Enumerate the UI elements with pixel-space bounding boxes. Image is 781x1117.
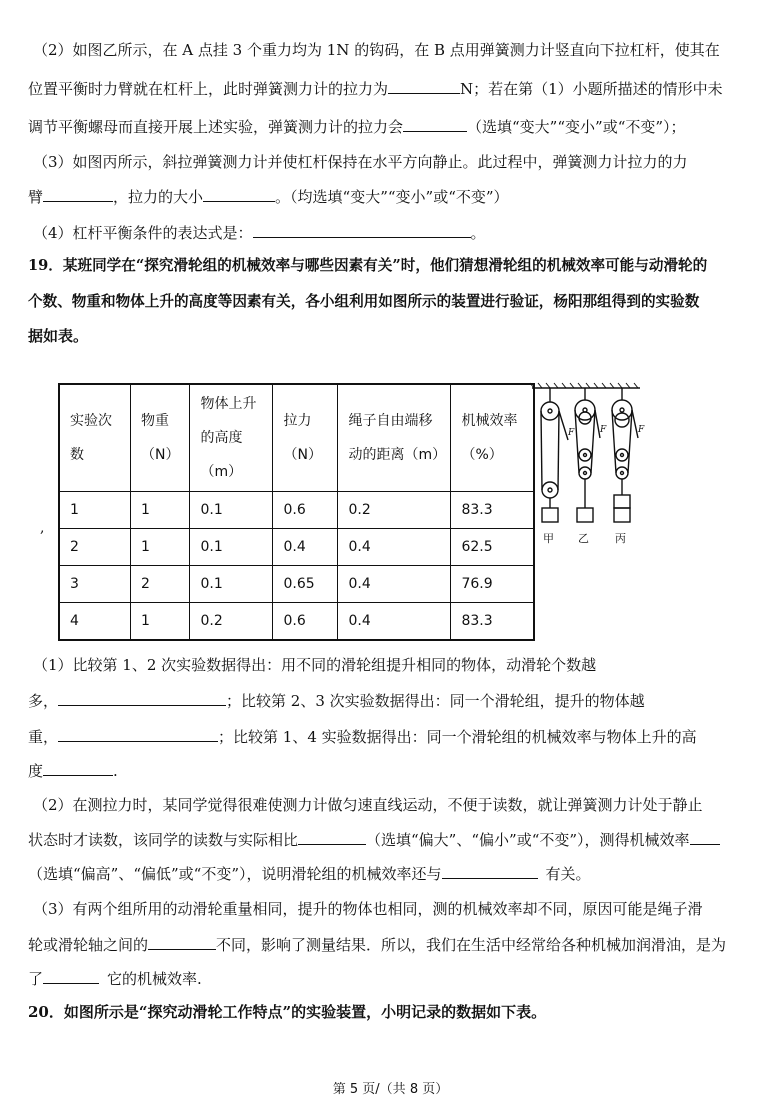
header-cell: 实验次数 [59, 384, 131, 492]
table-cell: 76.9 [451, 566, 535, 603]
text: 状态时才读数，该同学的读数与实际相比 [28, 831, 299, 849]
force-label: F [600, 425, 607, 435]
text: 调节平衡螺母而直接开展上述实验，弹簧测力计的拉力会 [28, 118, 404, 136]
text: 多， [28, 692, 59, 710]
stray-mark: , [40, 520, 45, 536]
q19-sub3-line1: （3）有两个组所用的动滑轮重量相同，提升的物体也相同，测的机械效率却不同，原因可能是绳子滑 [33, 900, 703, 918]
ceiling-hatch [530, 383, 638, 388]
header-cell: 物体上升的高度（m） [190, 384, 273, 492]
table-header-row [59, 384, 534, 492]
answer-blank[interactable] [43, 186, 113, 202]
table-cell: 3 [59, 566, 131, 603]
table-cell: 2 [131, 566, 190, 603]
text: N；若在第（1）小题所描述的情形中未 [460, 80, 723, 98]
answer-blank[interactable] [43, 968, 99, 984]
table-cell: 0.4 [338, 603, 451, 641]
figure-label-jia: 甲 [543, 532, 554, 545]
table-cell: 1 [59, 492, 131, 529]
answer-blank[interactable] [298, 829, 366, 845]
pulley-set-yi [575, 388, 600, 522]
pulley-set-jia [541, 388, 568, 522]
table-cell: 1 [131, 492, 190, 529]
text: 轮或滑轮轴之间的 [28, 936, 149, 954]
table-row [59, 492, 534, 529]
text: 位置平衡时力臂就在杠杆上，此时弹簧测力计的拉力为 [28, 80, 389, 98]
table-cell: 0.6 [273, 603, 338, 641]
q19-sub1-line1: （1）比较第 1、2 次实验数据得出：用不同的滑轮组提升相同的物体，动滑轮个数越 [33, 656, 597, 674]
q19-line2: 个数、物重和物体上升的高度等因素有关，各小组利用如图所示的装置进行验证，杨阳那组得到的实验数 [28, 293, 700, 310]
text: （选填“偏高”、“偏低”或“不变”），说明滑轮组的机械效率还与 [28, 865, 442, 883]
text: （选填“变大”“变小”或“不变”）； [467, 118, 686, 136]
answer-blank[interactable] [253, 222, 471, 238]
table-cell: 0.4 [338, 529, 451, 566]
q18-part3-line2 [28, 186, 761, 207]
header-cell: 拉力（N） [273, 384, 338, 492]
table-cell: 0.6 [273, 492, 338, 529]
answer-blank[interactable] [388, 78, 460, 94]
table-cell: 0.2 [338, 492, 451, 529]
q19-sub3-line3 [28, 968, 761, 989]
header-cell: 机械效率（%） [451, 384, 535, 492]
q18-part3-line1: （3）如图丙所示，斜拉弹簧测力计并使杠杆保持在水平方向静止。此过程中，弹簧测力计拉力的力 [33, 153, 688, 171]
table-cell: 0.4 [273, 529, 338, 566]
text: 。 [470, 224, 486, 242]
experiment-table [58, 383, 535, 641]
q19-sub3-line2 [28, 934, 761, 955]
table-cell: 83.3 [451, 492, 535, 529]
q19-sub2-line1: （2）在测拉力时，某同学觉得很难使测力计做匀速直线运动，不便于读数，就让弹簧测力计处于静止 [33, 796, 703, 814]
table-cell: 0.1 [190, 566, 273, 603]
q19-line1: 19．某班同学在“探究滑轮组的机械效率与哪些因素有关”时，他们猜想滑轮组的机械效率可能与动滑轮的 [28, 257, 708, 274]
answer-blank[interactable] [442, 863, 538, 879]
figure-label-bing: 丙 [615, 532, 626, 545]
text: ，拉力的大小 [113, 188, 204, 206]
force-label: F [568, 428, 575, 438]
table-row [59, 529, 534, 566]
table-cell: 4 [59, 603, 131, 641]
q18-part2-line1: （2）如图乙所示，在 A 点挂 3 个重力均为 1N 的钩码，在 B 点用弹簧测力计竖直向下拉杠杆，使其在 [33, 41, 720, 59]
table-cell: 0.4 [338, 566, 451, 603]
text: ；比较第 1、4 实验数据得出：同一个滑轮组的机械效率与物体上升的高 [218, 728, 697, 746]
text: 有关。 [545, 865, 591, 883]
q19-sub1-line3 [28, 726, 761, 747]
answer-blank[interactable] [690, 829, 720, 845]
page-footer: 第 5 页/（共 8 页） [332, 1082, 449, 1097]
answer-blank[interactable] [58, 726, 218, 742]
answer-blank[interactable] [43, 760, 113, 776]
answer-blank[interactable] [403, 116, 467, 132]
q20-line: 20．如图所示是“探究动滑轮工作特点”的实验装置，小明记录的数据如下表。 [28, 1003, 547, 1021]
text: 臂 [28, 188, 44, 206]
text: 度 [28, 762, 44, 780]
table-row [59, 603, 534, 641]
table-cell: 0.1 [190, 529, 273, 566]
text: 。（均选填“变大”“变小”或“不变”） [275, 188, 509, 206]
pulley-set-bing [612, 388, 638, 522]
q19-sub2-line2 [28, 829, 761, 850]
figure-label-yi: 乙 [578, 532, 589, 545]
q19-sub2-line3 [28, 863, 761, 884]
table-cell: 1 [131, 529, 190, 566]
table-cell: 83.3 [451, 603, 535, 641]
text: （4）杠杆平衡条件的表达式是： [33, 224, 253, 242]
force-label: F [638, 425, 645, 435]
q19-sub1-line2 [28, 690, 761, 711]
table-cell: 62.5 [451, 529, 535, 566]
text: 重， [28, 728, 59, 746]
header-cell: 物重（N） [131, 384, 190, 492]
answer-blank[interactable] [58, 690, 226, 706]
q19-line3: 据如表。 [28, 327, 89, 345]
q18-part2-line3 [28, 116, 761, 137]
answer-blank[interactable] [203, 186, 275, 202]
text: 了 [28, 970, 44, 988]
q18-part4-line [33, 222, 761, 243]
text: 它的机械效率. [107, 970, 202, 988]
table-row [59, 566, 534, 603]
header-cell: 绳子自由端移动的距离（m） [338, 384, 451, 492]
answer-blank[interactable] [148, 934, 216, 950]
text: . [113, 762, 118, 780]
q18-part2-line2 [28, 78, 761, 99]
table-cell: 2 [59, 529, 131, 566]
table-cell: 0.2 [190, 603, 273, 641]
table-cell: 1 [131, 603, 190, 641]
pulley-figure [528, 380, 658, 560]
table-cell: 0.1 [190, 492, 273, 529]
text: （选填“偏大”、“偏小”或“不变”），测得机械效率 [366, 831, 690, 849]
text: 不同，影响了测量结果．所以，我们在生活中经常给各种机械加润滑油，是为 [216, 936, 727, 954]
q19-sub1-line4 [28, 760, 761, 781]
text: ；比较第 2、3 次实验数据得出：同一个滑轮组，提升的物体越 [226, 692, 645, 710]
table-cell: 0.65 [273, 566, 338, 603]
